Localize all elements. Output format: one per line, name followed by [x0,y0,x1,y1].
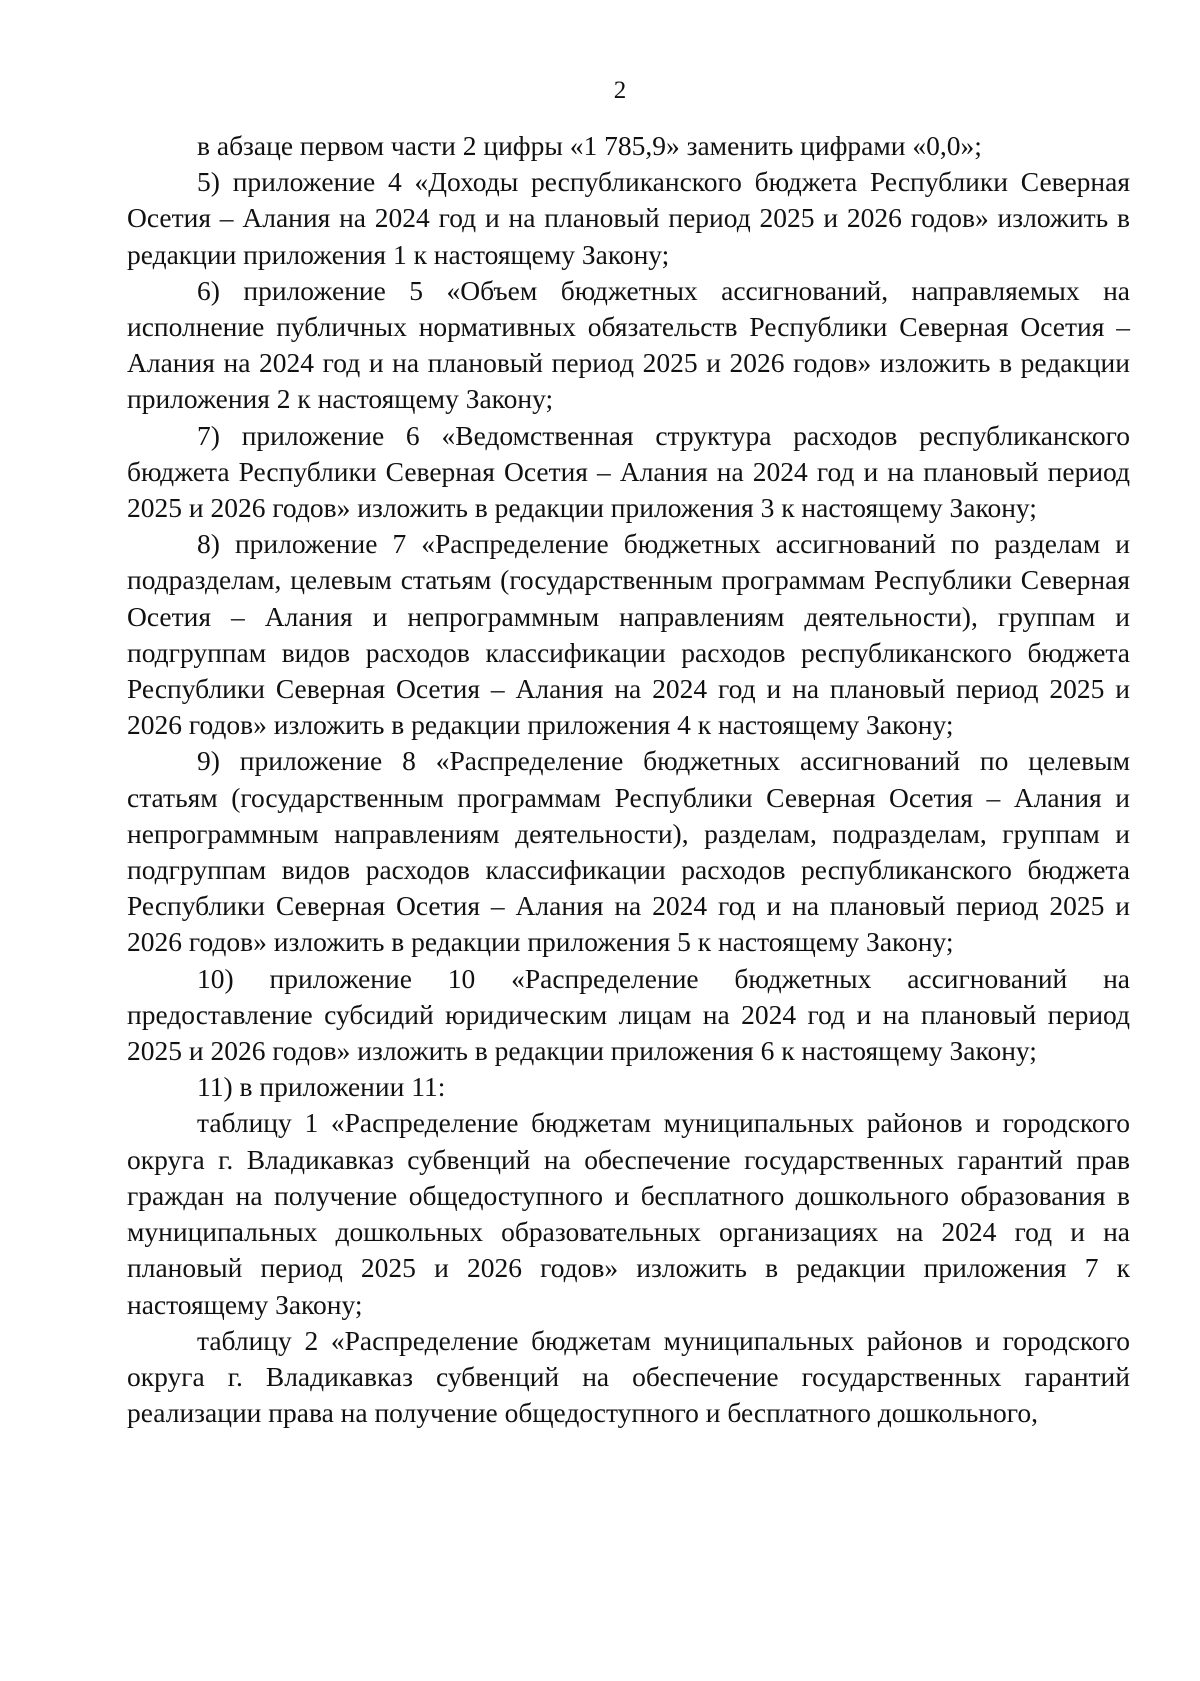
paragraph-item-10: 10) приложение 10 «Распределение бюджетных ассигнований на предоставление субсидий юридическим лицам на 2024 год и на плановый период 2025 и 2026 годов» изложить в редакции приложения 6 к настоящему Закону; [127,962,1130,1067]
paragraph-item-9: 9) приложение 8 «Распределение бюджетных ассигнований по целевым статьям (государственным программам Республики Северная Осетия – Алания и непрограммным направлениям деятельности), разделам, подразделам, группам и подгруппам видов расходов классификации расходов республиканского бюджета Республики Северная Осетия – Алания на 2024 год и на плановый период 2025 и 2026 годов» изложить в редакции приложения 5 к настоящему Закону; [127,745,1130,958]
paragraph-table-2: таблицу 2 «Распределение бюджетам муниципальных районов и городского округа г. Владикавказ субвенций на обеспечение государственных гарантий реализации права на получение общедоступного и бесплатного дошкольного, [127,1324,1130,1429]
paragraph-item-8: 8) приложение 7 «Распределение бюджетных ассигнований по разделам и подразделам, целевым статьям (государственным программам Республики Северная Осетия – Алания и непрограммным направлениям деятельности), группам и подгруппам видов расходов классификации расходов республиканского бюджета Республики Северная Осетия – Алания на 2024 год и на плановый период 2025 и 2026 годов» изложить в редакции приложения 4 к настоящему Закону; [127,528,1130,741]
document-body [127,128,1130,1431]
paragraph-table-1: таблицу 1 «Распределение бюджетам муниципальных районов и городского округа г. Владикавказ субвенций на обеспечение государственных гарантий прав граждан на получение общедоступного и бесплатного дошкольного образования в муниципальных дошкольных образовательных организациях на 2024 год и на плановый период 2025 и 2026 годов» изложить в редакции приложения 7 к настоящему Закону; [127,1107,1130,1320]
paragraph-item-6: 6) приложение 5 «Объем бюджетных ассигнований, направляемых на исполнение публичных нормативных обязательств Республики Северная Осетия – Алания на 2024 год и на плановый период 2025 и 2026 годов» изложить в редакции приложения 2 к настоящему Закону; [127,274,1130,415]
paragraph-item-5: 5) приложение 4 «Доходы республиканского бюджета Республики Северная Осетия – Алания на 2024 год и на плановый период 2025 и 2026 годов» изложить в редакции приложения 1 к настоящему Закону; [127,166,1130,270]
page-number: 2 [613,77,627,104]
paragraph-item-11: 11) в приложении 11: [197,1071,446,1103]
paragraph-part-2-amendment: в абзаце первом части 2 цифры «1 785,9» заменить цифрами «0,0»; [197,130,982,161]
paragraph-item-7: 7) приложение 6 «Ведомственная структура расходов республиканского бюджета Республики Северная Осетия – Алания на 2024 год и на плановый период 2025 и 2026 годов» изложить в редакции приложения 3 к настоящему Закону; [127,419,1130,524]
